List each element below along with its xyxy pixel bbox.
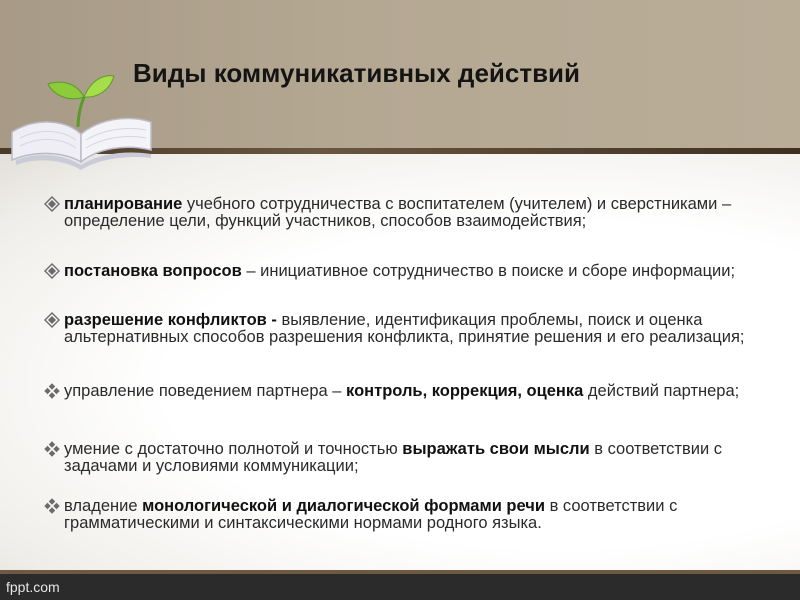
list-item-plain-text: выявление, идентификация проблемы, поиск и оценка альтернативных способов разрешения конфликта, принятие решения и его реализация; <box>64 311 745 346</box>
list-item-text <box>64 441 754 474</box>
list-item-bold-text: постановка вопросов <box>64 262 242 280</box>
list-item-bold-text: планирование <box>64 195 183 213</box>
list-item-text <box>64 383 754 400</box>
list-item-text <box>64 312 754 345</box>
list-item-text <box>64 196 754 229</box>
list-item-text <box>64 263 754 280</box>
footer-watermark: fppt.com <box>6 579 60 595</box>
list-item-bold-text: выражать свои мысли <box>402 440 590 458</box>
four-diamond-bullet-icon <box>44 498 60 514</box>
list-item-plain-text: в соответствии с задачами и условиями коммуникации; <box>64 440 723 475</box>
list-item-plain-text: действий партнера; <box>583 382 740 400</box>
list-item-bold-text: монологической и диалогической формами речи <box>142 497 545 515</box>
footer-bar <box>0 574 800 600</box>
four-diamond-bullet-icon <box>44 441 60 457</box>
list-item-plain-text: – инициативное сотрудничество в поиске и сборе информации; <box>241 262 736 280</box>
list-item-text <box>64 498 754 531</box>
list-item-plain-text: владение <box>64 497 143 515</box>
list-item-plain-text: управление поведением партнера – <box>64 382 347 400</box>
list-item-bold-text: разрешение конфликтов - <box>64 311 277 329</box>
diamond-bullet-icon <box>44 196 60 212</box>
list-item-bold-text: контроль, коррекция, оценка <box>346 382 584 400</box>
diamond-bullet-icon <box>44 312 60 328</box>
list-item-plain-text: учебного сотрудничества с воспитателем (учителем) и сверстниками – определение цели, функций участников, способов взаимодействия; <box>64 195 732 230</box>
four-diamond-bullet-icon <box>44 383 60 399</box>
slide-title: Виды коммуникативных действий <box>133 58 581 88</box>
list-item-plain-text: в соответствии с грамматическими и синтаксическими нормами родного языка. <box>64 497 678 532</box>
diamond-bullet-icon <box>44 263 60 279</box>
list-item-plain-text: умение с достаточно полнотой и точностью <box>64 440 403 458</box>
